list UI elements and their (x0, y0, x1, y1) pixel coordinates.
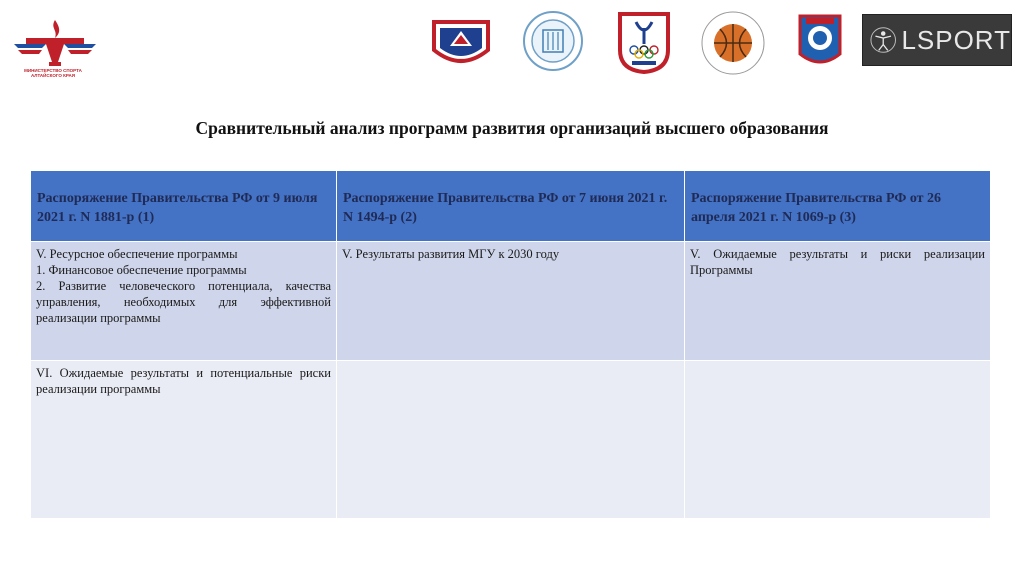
auor-olympic-icon (616, 10, 672, 74)
table-row (31, 361, 991, 519)
table-cell: V. Ожидаемые результаты и риски реализации Программы (685, 242, 991, 361)
table-header-row (31, 171, 991, 242)
lsport-logo (862, 14, 1012, 66)
cell-line: 2. Развитие человеческого потенциала, качества управления, необходимых для эффективной реализации программы (36, 279, 331, 325)
athlete-figure-icon (869, 18, 897, 62)
page-title: Сравнительный анализ программ развития организаций высшего образования (195, 118, 829, 138)
column-header-1494: Распоряжение Правительства РФ от 7 июня 2021 г. N 1494-р (2) (337, 171, 685, 242)
ministry-logo (12, 18, 98, 80)
ministry-caption: МИНИСТЕРСТВО СПОРТА АЛТАЙСКОГО КРАЯ (24, 68, 82, 78)
altai-basket-icon (700, 10, 766, 76)
column-header-1069: Распоряжение Правительства РФ от 26 апреля 2021 г. N 1069-р (3) (685, 171, 991, 242)
college-emblem-icon (522, 10, 584, 72)
column-header-1881: Распоряжение Правительства РФ от 9 июля 2021 г. N 1881-р (1) (31, 171, 337, 242)
table-cell (337, 361, 685, 519)
lsport-label: LSPORT (901, 24, 1011, 55)
table-cell: V. Результаты развития МГУ к 2030 году (337, 242, 685, 361)
cell-line: 1. Финансовое обеспечение программы (36, 263, 247, 277)
ministry-emblem-icon (12, 18, 98, 68)
table-cell: VI. Ожидаемые результаты и потенциальные риски реализации программы (31, 361, 337, 519)
cell-line: V. Ресурсное обеспечение программы (36, 247, 238, 261)
table-cell (685, 361, 991, 519)
university-emblem-icon (430, 16, 492, 72)
institute-emblem-icon (798, 14, 842, 70)
comparison-table (30, 170, 991, 519)
table-cell (31, 242, 337, 361)
table-row (31, 242, 991, 361)
